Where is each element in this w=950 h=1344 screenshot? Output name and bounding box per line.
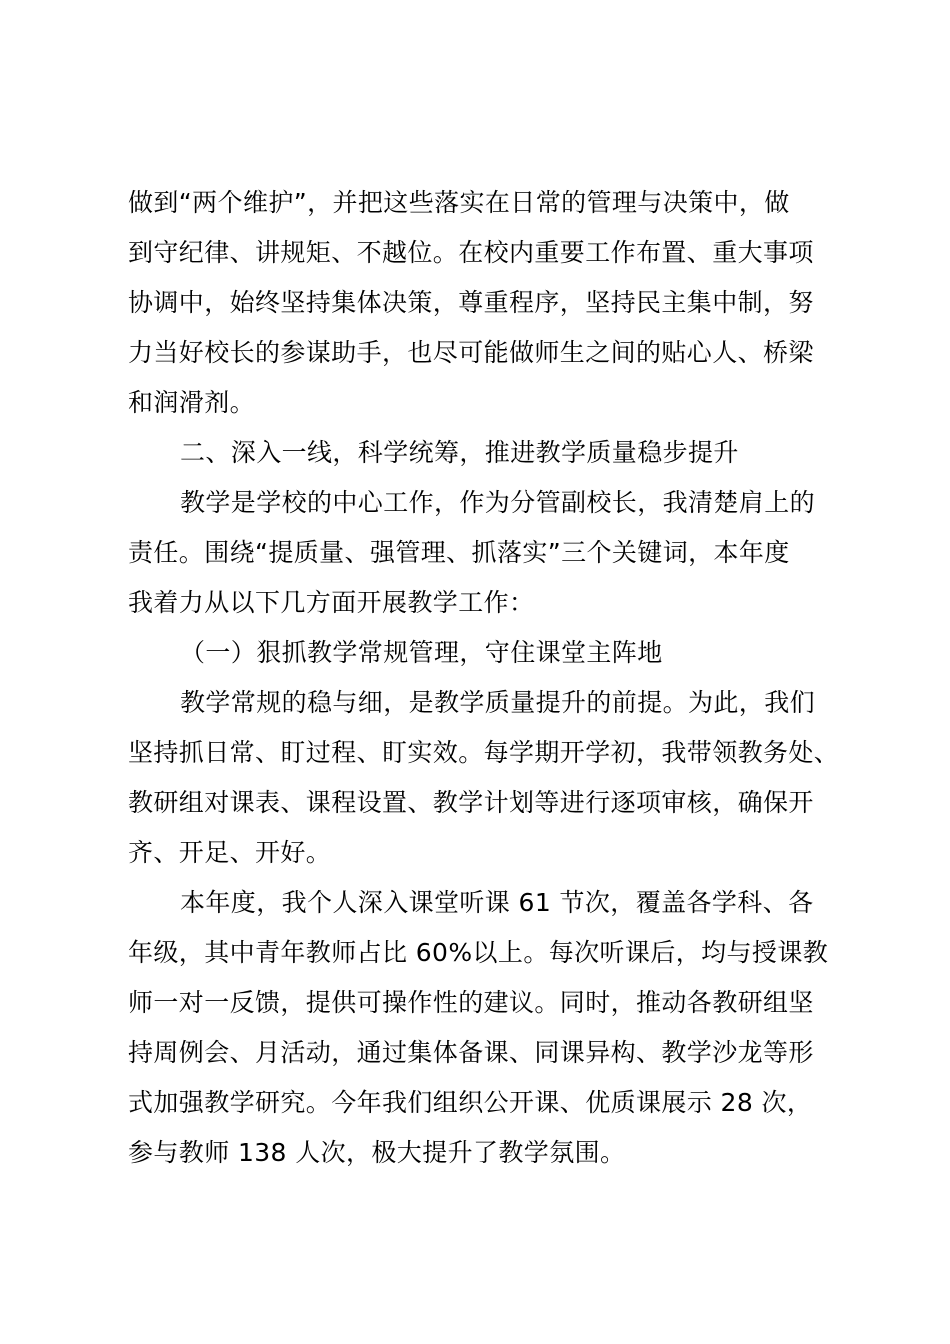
text-line: 做到“两个维护”，并把这些落实在日常的管理与决策中，做 <box>128 188 790 217</box>
text-line: 到守纪律、讲规矩、不越位。在校内重要工作布置、重大事项 <box>128 238 814 267</box>
text-line: 师一对一反馈，提供可操作性的建议。同时，推动各教研组坚 <box>128 988 814 1017</box>
text-line: 教学是学校的中心工作，作为分管副校长，我清楚肩上的 <box>180 488 816 517</box>
text-line: 和润滑剂。 <box>128 388 256 417</box>
text-line: 持周例会、月活动，通过集体备课、同课异构、教学沙龙等形 <box>128 1038 814 1067</box>
text-line: 教学常规的稳与细，是教学质量提升的前提。为此，我们 <box>180 688 816 717</box>
text-line: 坚持抓日常、盯过程、盯实效。每学期开学初，我带领教务处、 <box>128 738 840 767</box>
document-body <box>128 178 848 1178</box>
text-line: 力当好校长的参谋助手，也尽可能做师生之间的贴心人、桥梁 <box>128 338 814 367</box>
section-heading: 二、深入一线，科学统筹，推进教学质量稳步提升 <box>180 438 739 467</box>
text-line: 我着力从以下几方面开展教学工作： <box>128 588 535 617</box>
text-line: 本年度，我个人深入课堂听课 61 节次，覆盖各学科、各 <box>180 888 814 917</box>
text-line: 协调中，始终坚持集体决策，尊重程序，坚持民主集中制，努 <box>128 288 814 317</box>
text-line: 教研组对课表、课程设置、教学计划等进行逐项审核，确保开 <box>128 788 814 817</box>
text-line: 年级，其中青年教师占比 60%以上。每次听课后，均与授课教 <box>128 938 829 967</box>
text-line: 参与教师 138 人次，极大提升了教学氛围。 <box>128 1138 626 1167</box>
text-line: 式加强教学研究。今年我们组织公开课、优质课展示 28 次， <box>128 1088 813 1117</box>
subsection-heading: （一）狠抓教学常规管理，守住课堂主阵地 <box>180 638 663 667</box>
text-line: 齐、开足、开好。 <box>128 838 332 867</box>
text-line: 责任。围绕“提质量、强管理、抓落实”三个关键词，本年度 <box>128 538 790 567</box>
